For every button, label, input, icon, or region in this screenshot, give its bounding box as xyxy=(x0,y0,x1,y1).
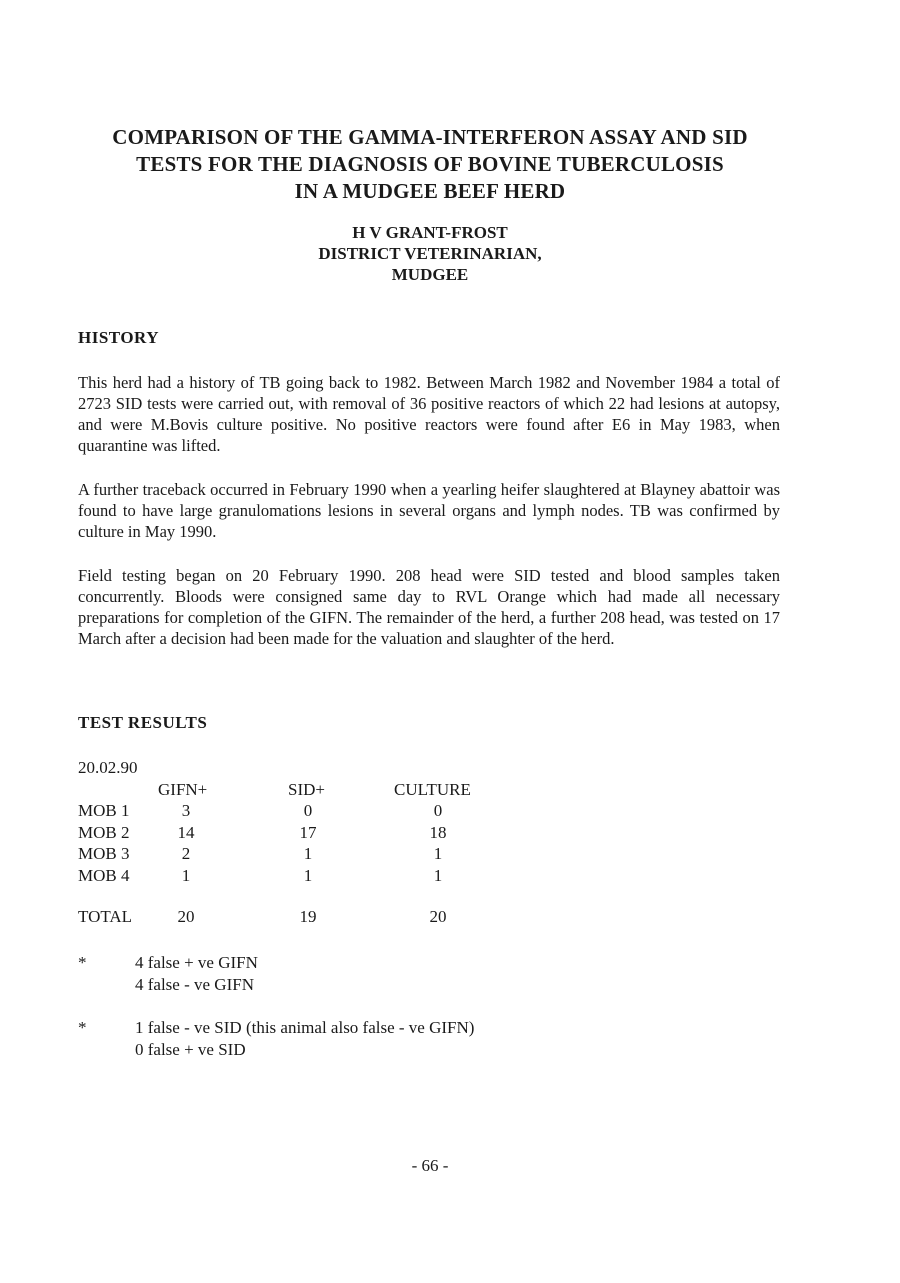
sid-value: 1 xyxy=(303,865,313,885)
gifn-value: 14 xyxy=(177,822,195,842)
results-table xyxy=(78,758,518,929)
history-paragraph-2: A further traceback occurred in February 1990 when a yearling heifer slaughtered at Blayney abattoir was found to have large granulomations lesions in several organs and lymph nodes. TB was confirmed by culture in May 1990. xyxy=(78,480,780,541)
row-label: MOB 3 xyxy=(78,844,130,863)
row-label: MOB 1 xyxy=(78,801,130,820)
gifn-value: 1 xyxy=(181,865,191,885)
note-line: 4 false - ve GIFN xyxy=(135,974,254,994)
gifn-total: 20 xyxy=(177,907,195,926)
test-results-heading: TEST RESULTS xyxy=(78,713,208,732)
sid-value: 0 xyxy=(303,801,313,820)
title-line: TESTS FOR THE DIAGNOSIS OF BOVINE TUBERCULOSIS xyxy=(136,152,724,176)
history-paragraph-3: Field testing began on 20 February 1990. 208 head were SID tested and blood samples taken concurrently. Bloods were consigned same day to RVL Orange which had made all necessary preparations for completion of the GIFN. The remainder of the herd, a further 208 head, was tested on 17 March after a decision had been made for the valuation and slaughter of the herd. xyxy=(78,566,780,648)
page-number: - 66 - xyxy=(411,1156,449,1175)
test-date: 20.02.90 xyxy=(78,758,138,777)
table-row xyxy=(78,866,518,888)
column-header-culture: CULTURE xyxy=(394,779,471,799)
table-row xyxy=(78,823,518,845)
table-row xyxy=(78,844,518,866)
culture-value: 1 xyxy=(433,844,443,863)
author-location: MUDGEE xyxy=(391,265,469,284)
table-total-row xyxy=(78,907,518,929)
author-block xyxy=(260,222,600,285)
row-label: MOB 4 xyxy=(78,865,130,885)
culture-value: 0 xyxy=(433,801,443,820)
paper-title xyxy=(60,124,800,205)
author-name: H V GRANT-FROST xyxy=(352,223,508,242)
culture-total: 20 xyxy=(429,907,447,926)
history-paragraph-1: This herd had a history of TB going back to 1982. Between March 1982 and November 1984 a total of 2723 SID tests were carried out, with removal of 36 positive reactors of which 22 had lesions at autopsy, and were M.Bovis culture positive. No positive reactors were found after E6 in May 1983, when quarantine was lifted. xyxy=(78,373,780,455)
culture-value: 18 xyxy=(429,822,447,842)
history-heading: HISTORY xyxy=(78,328,160,347)
gifn-value: 2 xyxy=(181,844,191,863)
table-row xyxy=(78,801,518,823)
note-line: 1 false - ve SID (this animal also false - ve GIFN) xyxy=(135,1018,475,1037)
table-spacer xyxy=(78,887,518,907)
culture-value: 1 xyxy=(433,865,443,885)
table-date-row xyxy=(78,758,518,780)
note-line: 0 false + ve SID xyxy=(135,1039,246,1059)
author-position: DISTRICT VETERINARIAN, xyxy=(318,244,542,263)
table-header-row xyxy=(78,780,518,802)
sid-total: 19 xyxy=(299,907,317,926)
title-line: COMPARISON OF THE GAMMA-INTERFERON ASSAY AND SID xyxy=(112,125,748,149)
note-marker: * xyxy=(78,953,87,972)
gifn-value: 3 xyxy=(181,801,191,820)
sid-value: 1 xyxy=(303,844,313,863)
total-label: TOTAL xyxy=(78,907,133,926)
sid-value: 17 xyxy=(299,822,317,842)
note-lines xyxy=(135,1017,474,1060)
column-header-gifn: GIFN+ xyxy=(158,779,208,799)
column-header-sid: SID+ xyxy=(288,779,325,799)
note-lines xyxy=(135,952,258,995)
title-line: IN A MUDGEE BEEF HERD xyxy=(294,179,566,203)
row-label: MOB 2 xyxy=(78,822,130,842)
note-marker: * xyxy=(78,1018,87,1037)
note-line: 4 false + ve GIFN xyxy=(135,953,258,972)
